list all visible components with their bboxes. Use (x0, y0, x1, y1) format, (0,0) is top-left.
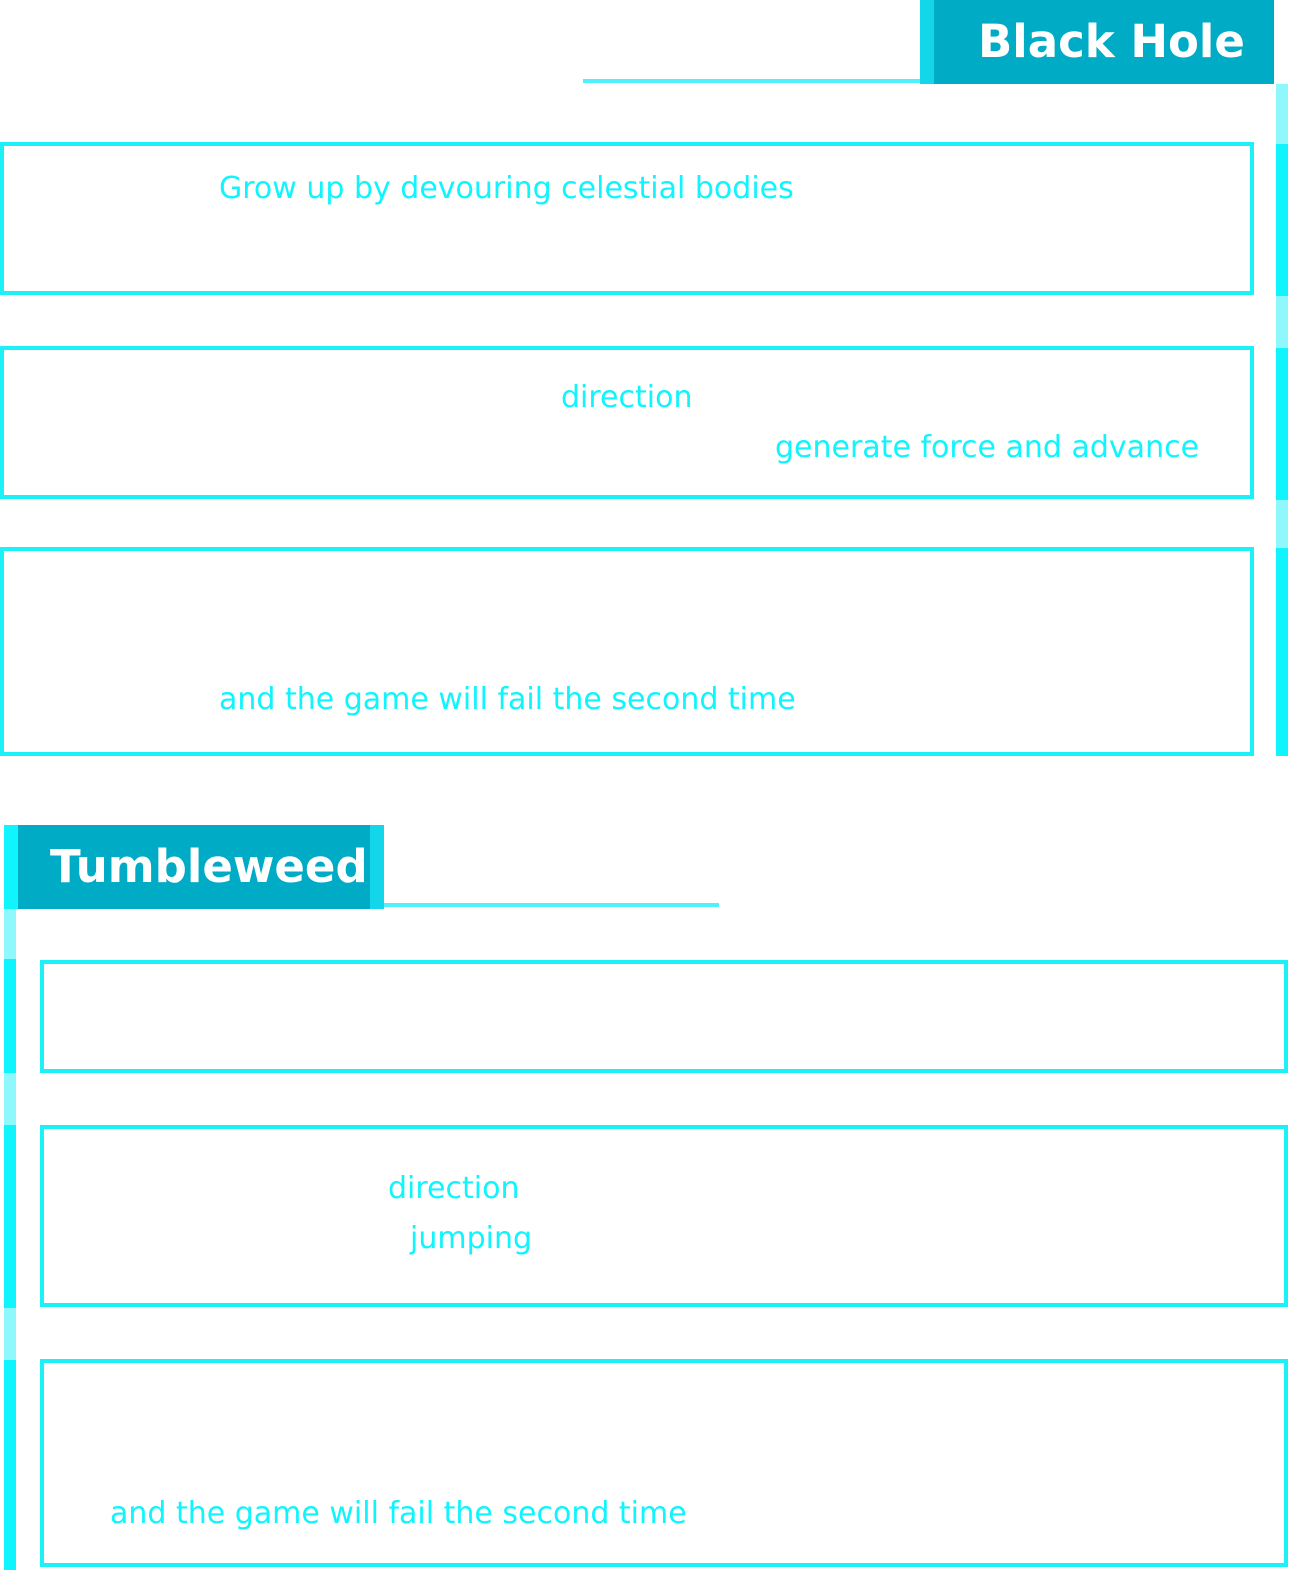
box-notch (4, 188, 8, 248)
black-hole-sidebar-segment (1276, 84, 1288, 144)
rule-highlight-text: and the game will fail the second time (219, 682, 796, 717)
box-notch (1280, 1187, 1284, 1245)
black-hole-sidebar-segment (1276, 144, 1288, 296)
rule-highlight-text: and the game will fail the second time (110, 1496, 687, 1531)
black-hole-sidebar-segment (1276, 348, 1288, 500)
black-hole-title: Black Hole (978, 15, 1245, 68)
black-hole-rule-box-3 (0, 547, 1254, 756)
tumbleweed-sidebar-segment (4, 1125, 16, 1308)
tumbleweed-sidebar-segment (4, 959, 16, 1073)
box-notch (4, 392, 8, 452)
tumbleweed-sidebar-segment (4, 1073, 16, 1125)
box-notch (1280, 1431, 1284, 1493)
tumbleweed-sidebar-segment (4, 1308, 16, 1360)
black-hole-header-stripe (920, 0, 934, 84)
tumbleweed-header-stripe (370, 825, 384, 909)
black-hole-sidebar-segment (1276, 296, 1288, 348)
box-notch (1280, 992, 1284, 1042)
tumbleweed-header-underline (383, 903, 719, 907)
rule-highlight-text: generate force and advance (775, 430, 1200, 465)
black-hole-header-underline (583, 79, 923, 83)
black-hole-rule-box-2 (0, 346, 1254, 499)
tumbleweed-rule-box-1 (40, 960, 1288, 1073)
tumbleweed-sidebar-segment (4, 909, 16, 959)
black-hole-rule-box-1 (0, 142, 1254, 295)
black-hole-header (920, 0, 1274, 84)
tumbleweed-header-stripe-left (4, 825, 18, 909)
black-hole-sidebar-segment (1276, 548, 1288, 756)
rule-highlight-text: direction (561, 380, 693, 415)
tumbleweed-rule-box-2 (40, 1125, 1288, 1307)
rule-highlight-text: direction (388, 1171, 520, 1206)
black-hole-sidebar-segment (1276, 500, 1288, 548)
tumbleweed-rule-box-3 (40, 1359, 1288, 1567)
rule-highlight-text: jumping (410, 1221, 533, 1256)
tumbleweed-sidebar-segment (4, 1360, 16, 1570)
tumbleweed-title: Tumbleweed (50, 840, 368, 893)
box-notch (4, 619, 8, 681)
tumbleweed-header (4, 825, 384, 909)
rule-highlight-text: Grow up by devouring celestial bodies (219, 171, 794, 206)
